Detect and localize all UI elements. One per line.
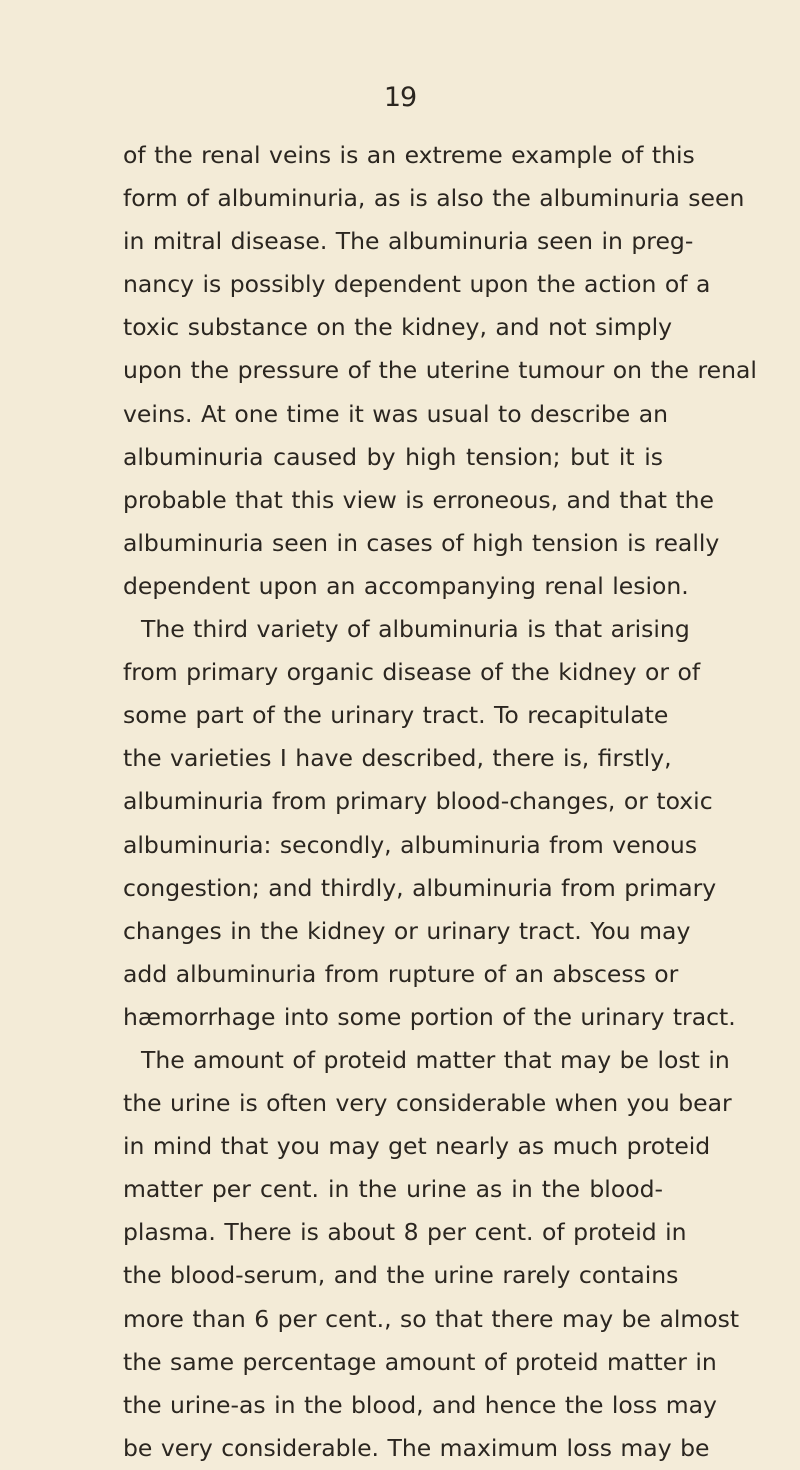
text-line: congestion; and thirdly, albuminuria from primary [123, 873, 717, 902]
text-line: in mind that you may get nearly as much proteid [123, 1132, 711, 1161]
text-line: the same percentage amount of proteid matter in [123, 1347, 717, 1376]
text-line: of the renal veins is an extreme example of this [123, 141, 695, 169]
text-line: albuminuria from primary blood-changes, or toxic [123, 787, 713, 816]
text-line: changes in the kidney or urinary tract. You may [123, 916, 691, 945]
paragraph-start-line: The amount of proteid matter that may be lost in [141, 1045, 730, 1074]
text-line: add albuminuria from rupture of an abscess or [123, 959, 679, 988]
text-line: albuminuria seen in cases of high tension is really [123, 528, 720, 557]
text-line: the blood-serum, and the urine rarely contains [123, 1261, 679, 1290]
text-line: form of albuminuria, as is also the albuminuria seen [123, 184, 745, 213]
text-line: nancy is possibly dependent upon the action of a [123, 270, 711, 299]
text-line: upon the pressure of the uterine tumour on the renal [123, 356, 757, 385]
text-line: albuminuria caused by high tension; but it is [123, 442, 663, 471]
text-line: the varieties I have described, there is, firstly, [123, 744, 672, 773]
body-text [123, 134, 757, 1470]
text-line: in mitral disease. The albuminuria seen in preg- [123, 227, 694, 256]
text-line: plasma. There is about 8 per cent. of proteid in [123, 1218, 687, 1247]
text-line: hæmorrhage into some portion of the urinary tract. [123, 1002, 736, 1031]
text-line: dependent upon an accompanying renal lesion. [123, 571, 689, 600]
text-line: some part of the urinary tract. To recapitulate [123, 701, 669, 730]
text-line: matter per cent. in the urine as in the blood- [123, 1175, 663, 1204]
text-line: albuminuria: secondly, albuminuria from venous [123, 830, 698, 859]
text-line: from primary organic disease of the kidney or of [123, 658, 701, 687]
text-line: probable that this view is erroneous, and that the [123, 485, 714, 514]
text-line: toxic substance on the kidney, and not simply [123, 313, 673, 342]
paragraph-start-line: The third variety of albuminuria is that arising [141, 615, 690, 644]
text-line: veins. At one time it was usual to describe an [123, 399, 668, 428]
text-line: the urine-as in the blood, and hence the loss may [123, 1390, 717, 1419]
text-line: be very considerable. The maximum loss may be [123, 1433, 710, 1462]
page-number: 19 [383, 82, 417, 113]
text-line: the urine is often very considerable when you bear [123, 1089, 732, 1118]
text-line: more than 6 per cent., so that there may be almost [123, 1304, 740, 1333]
